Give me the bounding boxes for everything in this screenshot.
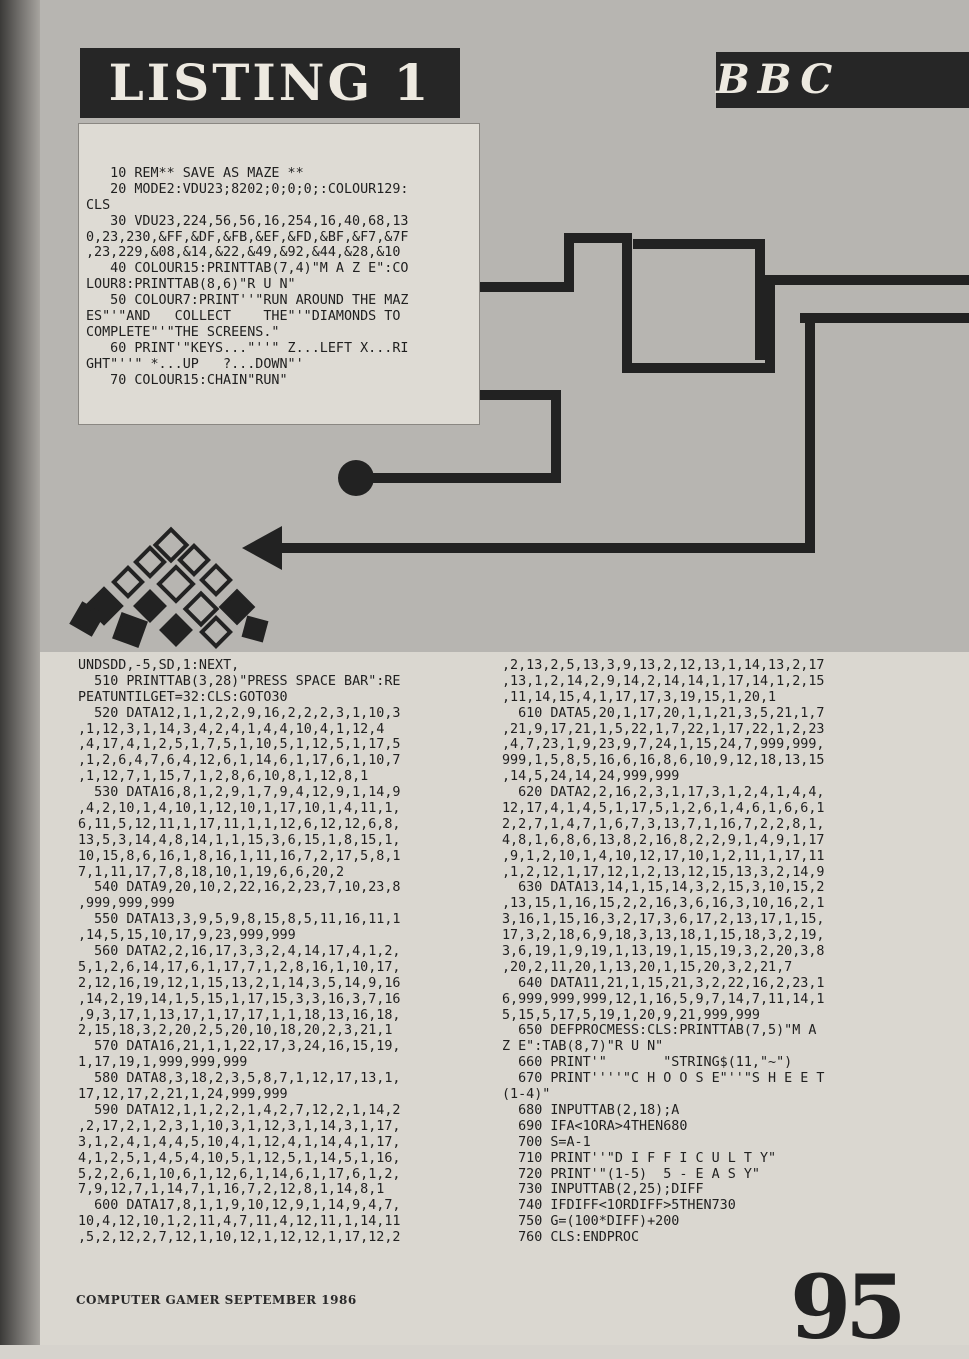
code-line: ,2,17,2,1,2,3,1,10,3,1,12,3,1,14,3,1,17, bbox=[78, 1118, 401, 1134]
code-line: ,9,1,2,10,1,4,10,12,17,10,1,2,11,1,17,11 bbox=[502, 848, 825, 864]
code-line: ,21,9,17,21,1,5,22,1,7,22,1,17,22,1,2,23 bbox=[502, 721, 825, 737]
code-line: 720 PRINT'"(1-5) 5 - E A S Y" bbox=[502, 1166, 760, 1182]
code-line: 530 DATA16,8,1,2,9,1,7,9,4,12,9,1,14,9 bbox=[78, 785, 401, 801]
code-line: 580 DATA8,3,18,2,3,5,8,7,1,12,17,13,1, bbox=[78, 1071, 401, 1087]
code-line: 7,9,12,7,1,14,7,1,16,7,2,12,8,1,14,8,1 bbox=[78, 1182, 385, 1198]
code-line: 10 REM** SAVE AS MAZE ** bbox=[86, 166, 304, 181]
maze-path-inner-graphic bbox=[633, 244, 760, 360]
code-line: ,9,3,17,1,13,17,1,17,17,1,1,18,13,16,18, bbox=[78, 1007, 401, 1023]
code-line: 10,4,12,10,1,2,11,4,7,11,4,12,11,1,14,11 bbox=[78, 1214, 401, 1230]
code-line: 17,3,2,18,6,9,18,3,13,18,1,15,18,3,2,19, bbox=[502, 928, 825, 944]
code-line: UNDSDD,-5,SD,1:NEXT, bbox=[78, 658, 240, 673]
listing-top-code bbox=[86, 166, 408, 388]
code-line: 999,1,5,8,5,16,6,16,8,6,10,9,12,18,13,15 bbox=[502, 753, 825, 769]
publication-footer: COMPUTER GAMER SEPTEMBER 1986 bbox=[76, 1293, 357, 1307]
code-line: 630 DATA13,14,1,15,14,3,2,15,3,10,15,2 bbox=[502, 880, 825, 896]
code-line: 4,1,2,5,1,4,5,4,10,5,1,12,5,1,14,5,1,16, bbox=[78, 1150, 401, 1166]
code-line: 40 COLOUR15:PRINTTAB(7,4)"M A Z E":CO bbox=[86, 261, 409, 277]
page-number: 95 bbox=[790, 1255, 901, 1359]
code-line: ,13,15,1,16,15,2,2,16,3,6,16,3,10,16,2,1 bbox=[502, 896, 825, 912]
code-line: 1,17,19,1,999,999,999 bbox=[78, 1055, 248, 1071]
code-line: 680 INPUTTAB(2,18);A bbox=[502, 1102, 680, 1118]
code-line: GHT"''" *...UP ?...DOWN"' bbox=[86, 356, 304, 372]
code-line: ,5,2,12,2,7,12,1,10,12,1,12,12,1,17,12,2 bbox=[78, 1230, 401, 1246]
code-line: 670 PRINT''''"C H O O S E"''"S H E E T bbox=[502, 1071, 825, 1087]
code-line: 10,15,8,6,16,1,8,16,1,11,16,7,2,17,5,8,1 bbox=[78, 848, 401, 864]
code-line: 5,1,2,6,14,17,6,1,17,7,1,2,8,16,1,10,17, bbox=[78, 959, 401, 975]
platform-bar bbox=[716, 52, 969, 108]
code-line: (1-4)" bbox=[502, 1087, 551, 1103]
code-line: 570 DATA16,21,1,1,22,17,3,24,16,15,19, bbox=[78, 1039, 401, 1055]
code-line: 3,6,19,1,9,19,1,13,19,1,15,19,3,2,20,3,8 bbox=[502, 944, 825, 960]
code-line: ,11,14,15,4,1,17,17,3,19,15,1,20,1 bbox=[502, 689, 777, 705]
code-line: ,20,2,11,20,1,13,20,1,15,20,3,2,21,7 bbox=[502, 959, 793, 975]
code-line: 760 CLS:ENDPROC bbox=[502, 1230, 640, 1246]
code-line: 620 DATA2,2,16,2,3,1,17,3,1,2,4,1,4,4, bbox=[502, 785, 825, 801]
listing-title: LISTING 1 bbox=[108, 53, 432, 112]
listing-left-code bbox=[78, 658, 400, 1246]
code-line: ES"'"AND COLLECT THE"'"DIAMONDS TO bbox=[86, 309, 401, 325]
arrow-left-icon bbox=[242, 526, 282, 570]
code-line: ,1,12,3,1,14,3,4,2,4,1,4,4,10,4,1,12,4 bbox=[78, 721, 385, 737]
listing-title-bar bbox=[80, 48, 460, 118]
code-line: 20 MODE2:VDU23;8202;0;0;0;:COLOUR129: bbox=[86, 181, 409, 197]
code-line: 17,12,17,2,21,1,24,999,999 bbox=[78, 1087, 288, 1103]
code-line: 590 DATA12,1,1,2,2,1,4,2,7,12,2,1,14,2 bbox=[78, 1102, 401, 1118]
code-line: 740 IFDIFF<1ORDIFF>5THEN730 bbox=[502, 1198, 736, 1214]
code-line: ,14,2,19,14,1,5,15,1,17,15,3,3,16,3,7,16 bbox=[78, 991, 401, 1007]
code-line: ,2,13,2,5,13,3,9,13,2,12,13,1,14,13,2,17 bbox=[502, 658, 825, 673]
code-line: ,4,17,4,1,2,5,1,7,5,1,10,5,1,12,5,1,17,5 bbox=[78, 737, 401, 753]
code-line: 3,1,2,4,1,4,4,5,10,4,1,12,4,1,14,4,1,17, bbox=[78, 1134, 401, 1150]
code-line: 2,12,16,19,12,1,15,13,2,1,14,3,5,14,9,16 bbox=[78, 975, 401, 991]
code-line: ,14,5,24,14,24,999,999 bbox=[502, 769, 680, 785]
code-line: 560 DATA2,2,16,17,3,3,2,4,14,17,4,1,2, bbox=[78, 944, 401, 960]
code-line: ,999,999,999 bbox=[78, 896, 175, 912]
code-line: 650 DEFPROCMESS:CLS:PRINTTAB(7,5)"M A bbox=[502, 1023, 817, 1039]
code-line: 2,15,18,3,2,20,2,5,20,10,18,20,2,3,21,1 bbox=[78, 1023, 393, 1039]
code-line: 12,17,4,1,4,5,1,17,5,1,2,6,1,4,6,1,6,6,1 bbox=[502, 801, 825, 817]
code-line: 540 DATA9,20,10,2,22,16,2,23,7,10,23,8 bbox=[78, 880, 401, 896]
code-line: 600 DATA17,8,1,1,9,10,12,9,1,14,9,4,7, bbox=[78, 1198, 401, 1214]
code-line: 13,5,3,14,4,8,14,1,1,15,3,6,15,1,8,15,1, bbox=[78, 832, 401, 848]
code-line: 660 PRINT'" "STRING$(11,"~") bbox=[502, 1055, 793, 1071]
code-line: 30 VDU23,224,56,56,16,254,16,40,68,13 bbox=[86, 213, 409, 229]
diamond-cluster-graphic bbox=[72, 529, 266, 646]
code-line: 640 DATA11,21,1,15,21,3,2,22,16,2,23,1 bbox=[502, 975, 825, 991]
code-line: 610 DATA5,20,1,17,20,1,1,21,3,5,21,1,7 bbox=[502, 705, 825, 721]
code-line: 70 COLOUR15:CHAIN"RUN" bbox=[86, 372, 288, 388]
code-line: 750 G=(100*DIFF)+200 bbox=[502, 1214, 680, 1230]
code-line: 4,8,1,6,8,6,13,8,2,16,8,2,2,9,1,4,9,1,17 bbox=[502, 832, 825, 848]
code-line: ,1,12,7,1,15,7,1,2,8,6,10,8,1,12,8,1 bbox=[78, 769, 369, 785]
code-line: 6,11,5,12,11,1,17,11,1,1,12,6,12,12,6,8, bbox=[78, 816, 401, 832]
code-line: Z E":TAB(8,7)"R U N" bbox=[502, 1039, 664, 1055]
code-line: ,1,2,6,4,7,6,4,12,6,1,14,6,1,17,6,1,10,7 bbox=[78, 753, 401, 769]
code-line: ,4,7,23,1,9,23,9,7,24,1,15,24,7,999,999, bbox=[502, 737, 825, 753]
platform-label: BBC bbox=[716, 56, 841, 103]
code-line: 7,1,11,17,7,8,18,10,1,19,6,6,20,2 bbox=[78, 864, 345, 880]
code-line: ,4,2,10,1,4,10,1,12,10,1,17,10,1,4,11,1, bbox=[78, 801, 401, 817]
code-line: 510 PRINTTAB(3,28)"PRESS SPACE BAR":RE bbox=[78, 673, 401, 689]
code-line: 520 DATA12,1,1,2,2,9,16,2,2,2,3,1,10,3 bbox=[78, 705, 401, 721]
code-line: 6,999,999,999,12,1,16,5,9,7,14,7,11,14,1 bbox=[502, 991, 825, 1007]
code-line: 60 PRINT'"KEYS..."''" Z...LEFT X...RI bbox=[86, 340, 409, 356]
code-line: 730 INPUTTAB(2,25);DIFF bbox=[502, 1182, 704, 1198]
maze-start-dot-icon bbox=[338, 460, 374, 496]
code-line: 3,16,1,15,16,3,2,17,3,6,17,2,13,17,1,15, bbox=[502, 912, 825, 928]
code-line: 5,15,5,17,5,19,1,20,9,21,999,999 bbox=[502, 1007, 760, 1023]
code-line: CLS bbox=[86, 197, 111, 213]
code-line: ,1,2,12,1,17,12,1,2,13,12,15,13,3,2,14,9 bbox=[502, 864, 825, 880]
code-line: LOUR8:PRINTTAB(8,6)"R U N" bbox=[86, 277, 296, 293]
code-line: 2,2,7,1,4,7,1,6,7,3,13,7,1,16,7,2,2,8,1, bbox=[502, 816, 825, 832]
code-line: COMPLETE"'"THE SCREENS." bbox=[86, 324, 280, 340]
code-line: 690 IFA<1ORA>4THEN680 bbox=[502, 1118, 688, 1134]
code-line: PEATUNTILGET=32:CLS:GOTO30 bbox=[78, 689, 288, 705]
code-line: ,23,229,&08,&14,&22,&49,&92,&44,&28,&10 bbox=[86, 245, 401, 261]
code-line: 550 DATA13,3,9,5,9,8,15,8,5,11,16,11,1 bbox=[78, 912, 401, 928]
code-line: 50 COLOUR7:PRINT''"RUN AROUND THE MAZ bbox=[86, 293, 409, 309]
listing-right-code bbox=[502, 658, 824, 1246]
code-line: 710 PRINT''"D I F F I C U L T Y" bbox=[502, 1150, 777, 1166]
code-line: ,14,5,15,10,17,9,23,999,999 bbox=[78, 928, 296, 944]
code-line: 700 S=A-1 bbox=[502, 1134, 591, 1150]
code-line: 5,2,2,6,1,10,6,1,12,6,1,14,6,1,17,6,1,2, bbox=[78, 1166, 401, 1182]
code-line: ,13,1,2,14,2,9,14,2,14,14,1,17,14,1,2,15 bbox=[502, 673, 825, 689]
code-line: 0,23,230,&FF,&DF,&FB,&EF,&FD,&BF,&F7,&7F bbox=[86, 229, 409, 245]
